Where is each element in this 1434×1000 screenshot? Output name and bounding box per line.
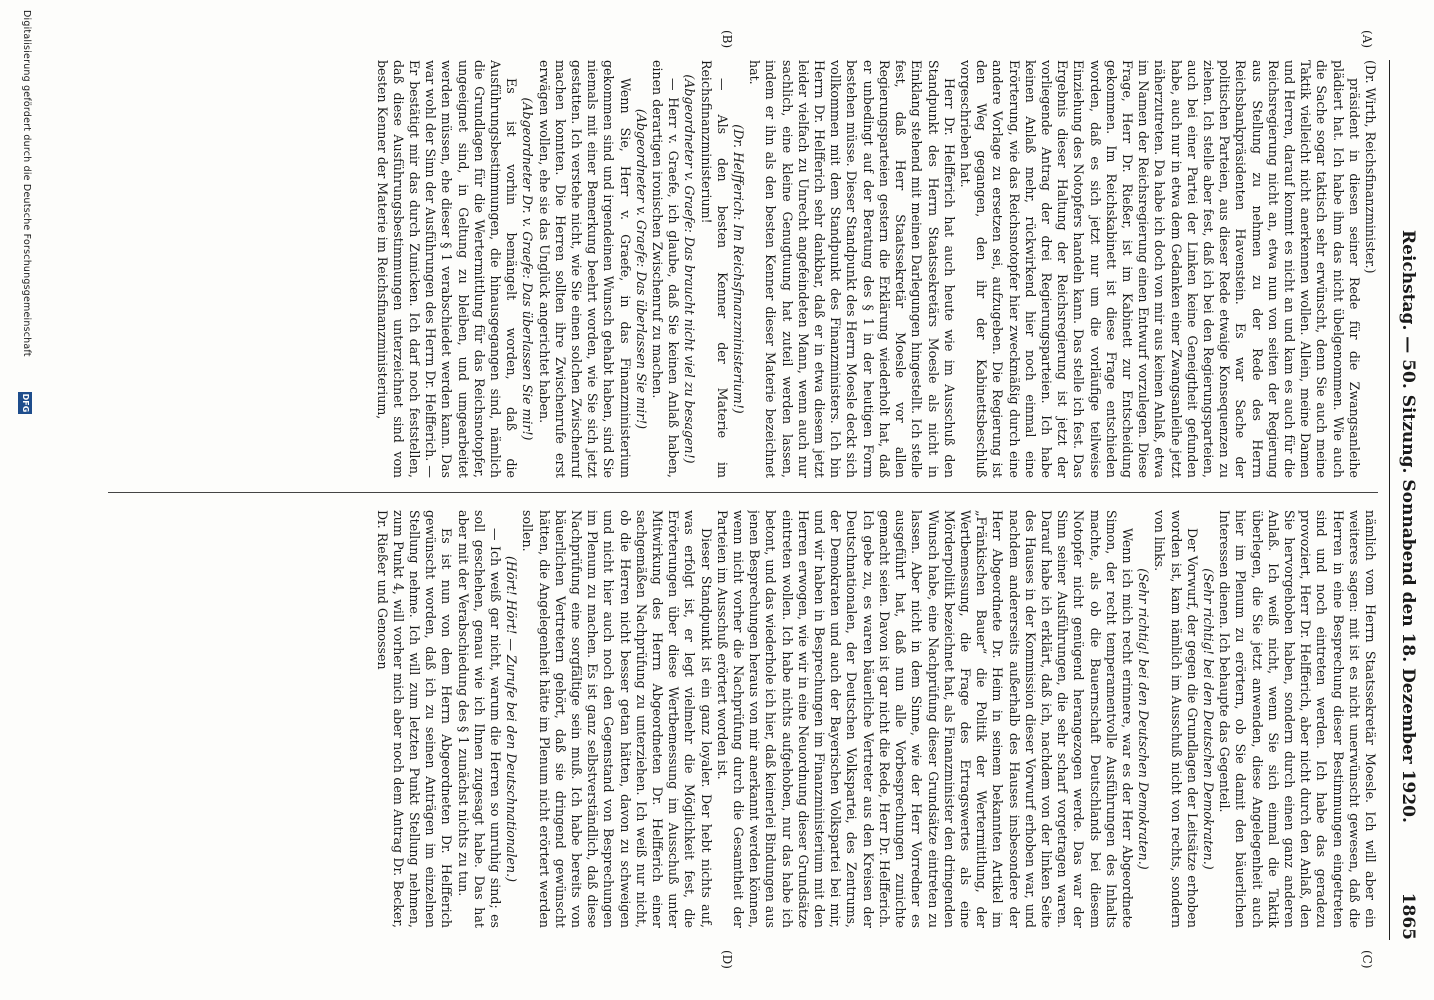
margin-mark-d: (D) (720, 950, 734, 969)
page-header-title: Reichstag. — 50. Sitzung. Sonnabend den 18. Dezember 1920. (1398, 230, 1418, 823)
left-text-column (98, 60, 1378, 478)
text-paragraph: Wenn ich mich recht erinnere, war es der Herr Abgeordnete Simon, der recht temperamentvolle Ausführungen des Inhalts machte, als ob die Bauernschaft Deutschlands bei diesem Notopfer nicht genügend herangezogen werde. Das war der Sinn seiner Ausführungen, die sehr scharf vorgetragen waren. Darauf habe ich erklärt, daß ich, nachdem von der linken Seite des Hauses in der Kommission dieser Vorwurf erhoben war, und nachdem andererseits außerhalb des Hauses insbesondere der Herr Abgeordnete Dr. Heim in seinem bekannten Artikel im „Fränkischen Bauer“ die Politik der Wertermittlung, der Wertbemessung, die Frage des Ertragswertes als eine Mörderpolitik bezeichnet hat, als Finanzminister den dringenden Wunsch habe, eine Nachprüfung dieser Grundsätze eintreten zu lassen. Aber nicht in dem Sinne, wie der Herr Vorredner es ausgeführt hat, daß nun alle Vorbesprechungen zunichte gemacht seien. Davon ist gar nicht die Rede, Herr Dr. Helfferich. Ich gebe zu, es waren bäuerliche Vertreter aus den Kreisen der Deutschnationalen, der Deutschen Volkspartei, des Zentrums, der Demokraten und auch der Bayerischen Volkspartei bei mir, und wir haben in Besprechungen im Finanzministerium mit den Herren erwogen, wie wir in eine Neuordnung dieser Grundsätze eintreten wollen. Ich habe nichts aufgehoben, nur das habe ich betont, und das wiederhole ich hier, daß keinerlei Bindungen aus jenen Besprechungen heraus von mir anerkannt werden können, wenn nicht vorher die Nachprüfung durch die Gesamtheit der Parteien im Ausschuß erörtert worden ist. (714, 510, 1135, 928)
interjection-paragraph: (Hört! Hört! — Zurufe bei den Deutschnationalen.) (504, 556, 520, 882)
text-paragraph: Es ist vorhin bemängelt worden, daß die Ausführungsbestimmungen, die hinausgegangen sind, nämlich die Grundlagen für die Wertermittlung für das Reichsnotopfer, ungeeignet sind, in Geltung zu bleiben, und umgearbeitet werden müssen, ehe dieser § 1 verabschiedet werden kann. Das war wohl der Sinn der Ausführungen des Herrn Dr. Helfferich. — Er bestätigt mir das durch Zunicken. Ich darf noch feststellen, daß diese Ausführungsbestimmungen unterzeichnet sind vom besten Kenner der Materie im Reichsfinanzministerium, (374, 60, 520, 478)
text-paragraph: Herr Dr. Helfferich hat auch heute wie im Ausschuß den Standpunkt des Herrn Staatssekretärs Moesle als nicht in Einklang stehend mit meinen Darlegungen hingestellt. Ich stelle fest, daß Herr Staatssekretär Moesle vor allen Regierungsparteien gestern die Erklärung wiederholt hat, daß er unbedingt auf der Beratung des § 1 in der heutigen Form bestehen müsse. Dieser Standpunkt des Herrn Moesle deckt sich vollkommen mit dem Standpunkt des Finanzministers. Ich bin Herrn Dr. Helfferich sehr dankbar, daß er in etwa diesem jetzt leider vielfach zu Unrecht angefeindeten Mann, wenn auch nur sachlich, eine kleine Genugtuung hat zuteil werden lassen, indem er ihn als den besten Kenner dieser Materie bezeichnet hat. (747, 60, 957, 478)
text-paragraph: nämlich vom Herrn Staatssekretär Moesle. Ich will aber ein weiteres sagen: mit ist es nicht unerwünscht gewesen, daß die Herren in eine Besprechung dieser Bestimmungen eingetreten sind und noch eintreten werden. Ich habe das geradezu provoziert, Herr Dr. Helfferich, aber nicht durch den Anlaß, den Sie hervorgehoben haben, sondern durch einen ganz anderen Anlaß. Ich weiß nicht, wenn Sie sich einmal die Taktik überlegen, die Sie jetzt anwenden, diese Angelegenheit auch hier im Plenum zu erörtern, ob Sie damit den bäuerlichen Interessen dienen. Ich behaupte das Gegenteil. (1217, 510, 1378, 928)
interjection-paragraph: (Abgeordneter v. Graefe: Das braucht nicht viel zu besagen!) (682, 74, 698, 464)
interjection-paragraph: (Dr. Helfferich: Im Reichsfinanzministerium!) (731, 124, 747, 414)
interjection-paragraph: (Abgeordneter Dr. v. Graefe: Das überlassen Sie mir!) (520, 97, 536, 441)
text-paragraph: — Als den besten Kenner der Materie im Reichsfinanzministerium! (698, 60, 730, 478)
text-paragraph: Dieser Standpunkt ist ein ganz loyaler. Der hebt nichts auf, was erfolgt ist, er legt vielmehr die Möglichkeit fest, die Erörterungen über diese Wertbemessung im Ausschuß unter Mitwirkung des Herrn Abgeordneten Dr. Helfferich einer sachgemäßen Nachprüfung zu unterziehen. Ich weiß nur nicht, ob die Herren nicht besser getan hätten, davon zu schweigen und nicht hier auch noch den Gegenstand von Besprechungen im Plenum zu machen. Es ist ganz selbstverständlich, daß diese Nachprüfung eine sorgfältige sein muß. Ich habe bereits von bäuerlichen Vertretern gehört, daß sie dringend gewünscht hätten, die Angelegenheit hätte im Plenum nicht erörtert werden sollen. (520, 510, 714, 928)
digitization-footer (14, 0, 32, 1000)
text-paragraph: Es ist nun von dem Herrn Abgeordneten Dr. Helfferich gewünscht worden, daß ich zu seinen Anträgen im einzelnen Stellung nehme. Ich will zum letzten Punkt Stellung nehmen, zum Punkt 4, will vorher mich aber noch dem Antrag Dr. Becker, Dr. Rießer und Genossen (374, 510, 455, 928)
interjection-paragraph: (Sehr richtig! bei den Deutschen Demokraten.) (1200, 568, 1216, 870)
page-number: 1865 (1398, 892, 1418, 940)
interjection-paragraph: (Sehr richtig! bei den Deutschen Demokraten.) (1136, 568, 1152, 870)
margin-mark-a: (A) (1360, 30, 1374, 49)
footer-text: Digitalisierung gefördert durch die Deutsche Forschungsgemeinschaft (21, 10, 32, 357)
text-paragraph: Der Vorwurf, der gegen die Grundlagen der Leitsätze erhoben worden ist, kam nämlich im Ausschuß nicht von rechts, sondern von links. (1152, 510, 1200, 928)
interjection-paragraph: (Abgeordneter v. Graefe: Das überlassen Sie mir!) (633, 108, 649, 430)
page-header (1389, 60, 1424, 940)
text-paragraph: — Ich weiß gar nicht, warum die Herren so unruhig sind; es soll geschehen, genau wie ich Ihnen zugesagt habe. Das hat aber mit der Verabschiedung des § 1 zunächst nichts zu tun. (455, 510, 504, 928)
margin-mark-c: (C) (1360, 950, 1374, 969)
right-text-column (98, 510, 1378, 928)
text-paragraph: — Herr v. Graefe, ich glaube, daß Sie keinen Anlaß haben, einen derartigen ironischen Zwischenruf zu machen. (650, 60, 682, 478)
margin-mark-b: (B) (720, 30, 734, 49)
speaker-line: (Dr. Wirth, Reichsfinanzminister.) (1363, 60, 1378, 274)
column-divider (108, 492, 1378, 493)
dfg-logo: DFG (18, 392, 32, 414)
text-paragraph: Wenn Sie, Herr v. Graefe, in das Finanzministerium gekommen sind und irgendeinen Wunsch gehabt haben, sind Sie niemals mit einer Bemerkung beehrt worden, wie Sie sich jetzt gestatten. Ich verstehe nicht, wie Sie einen solchen Zwischenruf machen konnten. Die Herren sollten ihre Zwischenrufe erst erwägen wollen, ehe sie das Unglück angerichtet haben. (536, 60, 633, 478)
text-paragraph: präsident in diesen seiner Rede für die Zwangsanleihe plädiert hat. Ich habe ihm das nicht übelgenommen. Wie auch die Sache sogar taktisch sehr erwünscht, denn Sie auch meine Taktik vielleicht nicht anerkennen wollen. Allein, meine Damen und Herren, darauf kommt es nicht an und kam es auch für die Reichsregierung nicht an, etwa nun von seiten der Regierung aus Stellung zu nehmen zu der Rede des Herrn Reichsbankpräsidenten Havenstein. Es war Sache der politischen Parteien, aus dieser Rede etwaige Konsequenzen zu ziehen. Ich stelle aber fest, daß ich bei den Regierungsparteien, auch bei einer Partei der Linken keine Geneigtheit gefunden habe, auch nur in etwa dem Gedanken einer Zwangsanleihe jetzt näherzutreten. Da habe ich doch von mir aus keinen Anlaß, etwa im Namen der Reichsregierung einen Entwurf vorzulegen. Diese Frage, Herr Dr. Rießer, ist im Kabinett zur Entscheidung gekommen. Im Reichskabinett ist diese Frage entschieden worden, daß es sich jetzt nur um die vorläufige teilweise Einziehung des Notopfers handeln kann. Das stelle ich fest. Das Ergebnis dieser Haltung der Reichsregierung ist jetzt der vorliegende Antrag der drei Regierungsparteien. Ich habe keinen Anlaß mehr, rückwirkend hier noch einmal eine Erörterung, wie das Reichsnotopfer hier zweckmäßig durch eine andere Vorlage zu ersetzen sei, aufzugeben. Die Regierung ist den Weg gegangen, den ihr der Kabinettsbeschluß vorgeschrieben hat. (957, 60, 1362, 478)
